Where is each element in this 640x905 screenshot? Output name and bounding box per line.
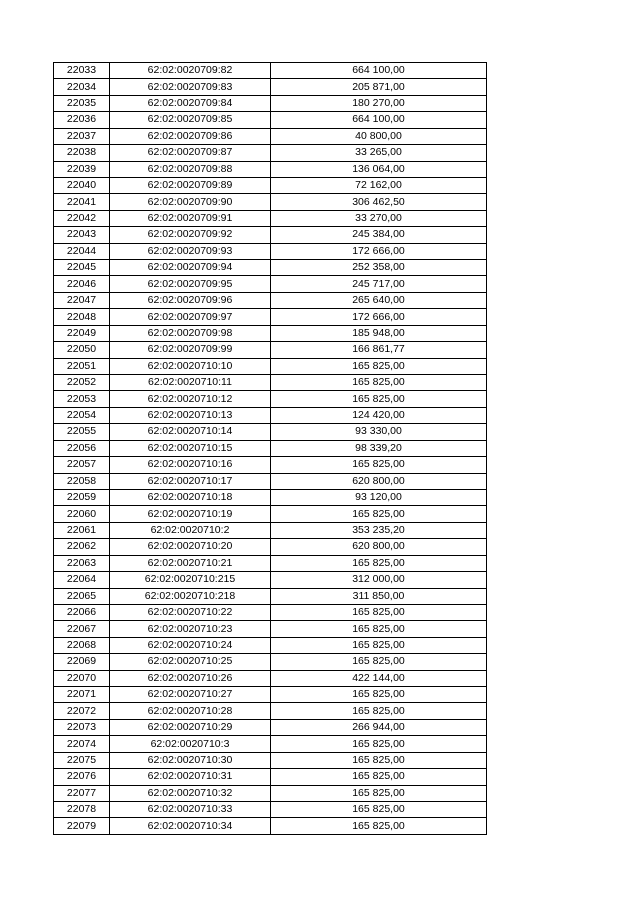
row-number-cell: 22038: [54, 145, 110, 161]
cadastral-number-cell: 62:02:0020710:21: [110, 555, 271, 571]
row-number-cell: 22035: [54, 95, 110, 111]
value-cell: 165 825,00: [271, 555, 487, 571]
table-row: [54, 769, 487, 785]
cadastral-number-cell: 62:02:0020710:12: [110, 391, 271, 407]
table-row: [54, 342, 487, 358]
cadastral-number-cell: 62:02:0020710:3: [110, 736, 271, 752]
value-cell: 205 871,00: [271, 79, 487, 95]
cadastral-number-cell: 62:02:0020710:32: [110, 785, 271, 801]
row-number-cell: 22039: [54, 161, 110, 177]
value-cell: 165 825,00: [271, 457, 487, 473]
table-row: [54, 145, 487, 161]
row-number-cell: 22053: [54, 391, 110, 407]
cadastral-number-cell: 62:02:0020710:2: [110, 522, 271, 538]
cadastral-number-cell: 62:02:0020709:96: [110, 292, 271, 308]
row-number-cell: 22055: [54, 424, 110, 440]
value-cell: 172 666,00: [271, 309, 487, 325]
cadastral-number-cell: 62:02:0020710:24: [110, 637, 271, 653]
cadastral-number-cell: 62:02:0020709:82: [110, 63, 271, 79]
value-cell: 252 358,00: [271, 260, 487, 276]
value-cell: 664 100,00: [271, 63, 487, 79]
row-number-cell: 22059: [54, 489, 110, 505]
cadastral-number-cell: 62:02:0020710:33: [110, 801, 271, 817]
value-cell: 422 144,00: [271, 670, 487, 686]
row-number-cell: 22042: [54, 210, 110, 226]
table-row: [54, 670, 487, 686]
value-cell: 620 800,00: [271, 473, 487, 489]
table-row: [54, 801, 487, 817]
table-row: [54, 473, 487, 489]
row-number-cell: 22076: [54, 769, 110, 785]
value-cell: 165 825,00: [271, 736, 487, 752]
value-cell: 165 825,00: [271, 391, 487, 407]
cadastral-number-cell: 62:02:0020709:83: [110, 79, 271, 95]
row-number-cell: 22036: [54, 112, 110, 128]
value-cell: 165 825,00: [271, 703, 487, 719]
value-cell: 33 270,00: [271, 210, 487, 226]
cadastral-number-cell: 62:02:0020709:87: [110, 145, 271, 161]
table-row: [54, 292, 487, 308]
value-cell: 165 825,00: [271, 654, 487, 670]
table-row: [54, 588, 487, 604]
cadastral-number-cell: 62:02:0020709:97: [110, 309, 271, 325]
row-number-cell: 22079: [54, 818, 110, 834]
table-row: [54, 79, 487, 95]
table-row: [54, 309, 487, 325]
cadastral-number-cell: 62:02:0020710:34: [110, 818, 271, 834]
value-cell: 353 235,20: [271, 522, 487, 538]
row-number-cell: 22051: [54, 358, 110, 374]
cadastral-number-cell: 62:02:0020710:11: [110, 375, 271, 391]
cadastral-number-cell: 62:02:0020710:31: [110, 769, 271, 785]
value-cell: 165 825,00: [271, 375, 487, 391]
row-number-cell: 22054: [54, 407, 110, 423]
cadastral-number-cell: 62:02:0020710:22: [110, 604, 271, 620]
table-row: [54, 555, 487, 571]
table-row: [54, 457, 487, 473]
cadastral-number-cell: 62:02:0020710:28: [110, 703, 271, 719]
cadastral-number-cell: 62:02:0020710:19: [110, 506, 271, 522]
value-cell: 165 825,00: [271, 752, 487, 768]
table-row: [54, 276, 487, 292]
row-number-cell: 22069: [54, 654, 110, 670]
table-row: [54, 637, 487, 653]
cadastral-number-cell: 62:02:0020710:26: [110, 670, 271, 686]
row-number-cell: 22073: [54, 719, 110, 735]
value-cell: 165 825,00: [271, 604, 487, 620]
row-number-cell: 22057: [54, 457, 110, 473]
row-number-cell: 22067: [54, 621, 110, 637]
value-cell: 312 000,00: [271, 572, 487, 588]
value-cell: 245 384,00: [271, 227, 487, 243]
table-row: [54, 325, 487, 341]
cadastral-number-cell: 62:02:0020710:20: [110, 539, 271, 555]
value-cell: 165 825,00: [271, 769, 487, 785]
value-cell: 136 064,00: [271, 161, 487, 177]
value-cell: 245 717,00: [271, 276, 487, 292]
row-number-cell: 22066: [54, 604, 110, 620]
row-number-cell: 22037: [54, 128, 110, 144]
cadastral-number-cell: 62:02:0020709:91: [110, 210, 271, 226]
cadastral-number-cell: 62:02:0020710:23: [110, 621, 271, 637]
row-number-cell: 22045: [54, 260, 110, 276]
table-row: [54, 687, 487, 703]
value-cell: 165 825,00: [271, 801, 487, 817]
table-row: [54, 128, 487, 144]
cadastral-number-cell: 62:02:0020710:13: [110, 407, 271, 423]
row-number-cell: 22068: [54, 637, 110, 653]
row-number-cell: 22048: [54, 309, 110, 325]
row-number-cell: 22065: [54, 588, 110, 604]
table-row: [54, 489, 487, 505]
value-cell: 172 666,00: [271, 243, 487, 259]
row-number-cell: 22050: [54, 342, 110, 358]
row-number-cell: 22058: [54, 473, 110, 489]
cadastral-number-cell: 62:02:0020710:25: [110, 654, 271, 670]
row-number-cell: 22033: [54, 63, 110, 79]
row-number-cell: 22043: [54, 227, 110, 243]
table-row: [54, 736, 487, 752]
row-number-cell: 22077: [54, 785, 110, 801]
table-body: [54, 63, 487, 835]
value-cell: 124 420,00: [271, 407, 487, 423]
row-number-cell: 22034: [54, 79, 110, 95]
cadastral-number-cell: 62:02:0020710:18: [110, 489, 271, 505]
value-cell: 306 462,50: [271, 194, 487, 210]
table-row: [54, 260, 487, 276]
row-number-cell: 22071: [54, 687, 110, 703]
table-row: [54, 522, 487, 538]
cadastral-number-cell: 62:02:0020709:90: [110, 194, 271, 210]
table-row: [54, 572, 487, 588]
table-row: [54, 95, 487, 111]
row-number-cell: 22064: [54, 572, 110, 588]
value-cell: 664 100,00: [271, 112, 487, 128]
value-cell: 166 861,77: [271, 342, 487, 358]
cadastral-number-cell: 62:02:0020710:218: [110, 588, 271, 604]
value-cell: 165 825,00: [271, 818, 487, 834]
value-cell: 165 825,00: [271, 687, 487, 703]
value-cell: 165 825,00: [271, 506, 487, 522]
row-number-cell: 22056: [54, 440, 110, 456]
table-row: [54, 194, 487, 210]
table-row: [54, 752, 487, 768]
cadastral-number-cell: 62:02:0020709:92: [110, 227, 271, 243]
table-row: [54, 604, 487, 620]
cadastral-number-cell: 62:02:0020710:27: [110, 687, 271, 703]
row-number-cell: 22040: [54, 177, 110, 193]
value-cell: 165 825,00: [271, 785, 487, 801]
row-number-cell: 22070: [54, 670, 110, 686]
value-cell: 40 800,00: [271, 128, 487, 144]
row-number-cell: 22061: [54, 522, 110, 538]
table-row: [54, 424, 487, 440]
cadastral-number-cell: 62:02:0020709:93: [110, 243, 271, 259]
cadastral-number-cell: 62:02:0020709:86: [110, 128, 271, 144]
table-row: [54, 818, 487, 834]
table-row: [54, 621, 487, 637]
value-cell: 98 339,20: [271, 440, 487, 456]
cadastral-number-cell: 62:02:0020709:94: [110, 260, 271, 276]
value-cell: 93 330,00: [271, 424, 487, 440]
row-number-cell: 22072: [54, 703, 110, 719]
table-row: [54, 785, 487, 801]
table-row: [54, 161, 487, 177]
cadastral-number-cell: 62:02:0020710:215: [110, 572, 271, 588]
table-row: [54, 703, 487, 719]
table-row: [54, 654, 487, 670]
table-row: [54, 407, 487, 423]
cadastral-number-cell: 62:02:0020709:95: [110, 276, 271, 292]
cadastral-number-cell: 62:02:0020710:16: [110, 457, 271, 473]
table-row: [54, 112, 487, 128]
cadastral-number-cell: 62:02:0020709:89: [110, 177, 271, 193]
row-number-cell: 22046: [54, 276, 110, 292]
table-row: [54, 375, 487, 391]
row-number-cell: 22047: [54, 292, 110, 308]
cadastral-number-cell: 62:02:0020710:15: [110, 440, 271, 456]
row-number-cell: 22041: [54, 194, 110, 210]
table-row: [54, 358, 487, 374]
table-row: [54, 227, 487, 243]
cadastral-number-cell: 62:02:0020709:84: [110, 95, 271, 111]
value-cell: 620 800,00: [271, 539, 487, 555]
cadastral-number-cell: 62:02:0020710:10: [110, 358, 271, 374]
table-row: [54, 539, 487, 555]
value-cell: 180 270,00: [271, 95, 487, 111]
value-cell: 165 825,00: [271, 637, 487, 653]
cadastral-number-cell: 62:02:0020709:99: [110, 342, 271, 358]
value-cell: 93 120,00: [271, 489, 487, 505]
cadastral-number-cell: 62:02:0020709:88: [110, 161, 271, 177]
table-row: [54, 243, 487, 259]
table-row: [54, 440, 487, 456]
cadastral-value-table: [53, 62, 487, 835]
cadastral-number-cell: 62:02:0020710:14: [110, 424, 271, 440]
row-number-cell: 22078: [54, 801, 110, 817]
table-row: [54, 506, 487, 522]
value-cell: 265 640,00: [271, 292, 487, 308]
value-cell: 33 265,00: [271, 145, 487, 161]
cadastral-number-cell: 62:02:0020709:98: [110, 325, 271, 341]
cadastral-number-cell: 62:02:0020709:85: [110, 112, 271, 128]
row-number-cell: 22075: [54, 752, 110, 768]
table-row: [54, 719, 487, 735]
cadastral-number-cell: 62:02:0020710:17: [110, 473, 271, 489]
value-cell: 72 162,00: [271, 177, 487, 193]
value-cell: 165 825,00: [271, 358, 487, 374]
row-number-cell: 22062: [54, 539, 110, 555]
row-number-cell: 22044: [54, 243, 110, 259]
value-cell: 165 825,00: [271, 621, 487, 637]
table-row: [54, 63, 487, 79]
row-number-cell: 22074: [54, 736, 110, 752]
table-row: [54, 210, 487, 226]
cadastral-number-cell: 62:02:0020710:29: [110, 719, 271, 735]
row-number-cell: 22060: [54, 506, 110, 522]
row-number-cell: 22063: [54, 555, 110, 571]
table-row: [54, 391, 487, 407]
table-row: [54, 177, 487, 193]
value-cell: 266 944,00: [271, 719, 487, 735]
value-cell: 185 948,00: [271, 325, 487, 341]
row-number-cell: 22049: [54, 325, 110, 341]
cadastral-number-cell: 62:02:0020710:30: [110, 752, 271, 768]
value-cell: 311 850,00: [271, 588, 487, 604]
row-number-cell: 22052: [54, 375, 110, 391]
